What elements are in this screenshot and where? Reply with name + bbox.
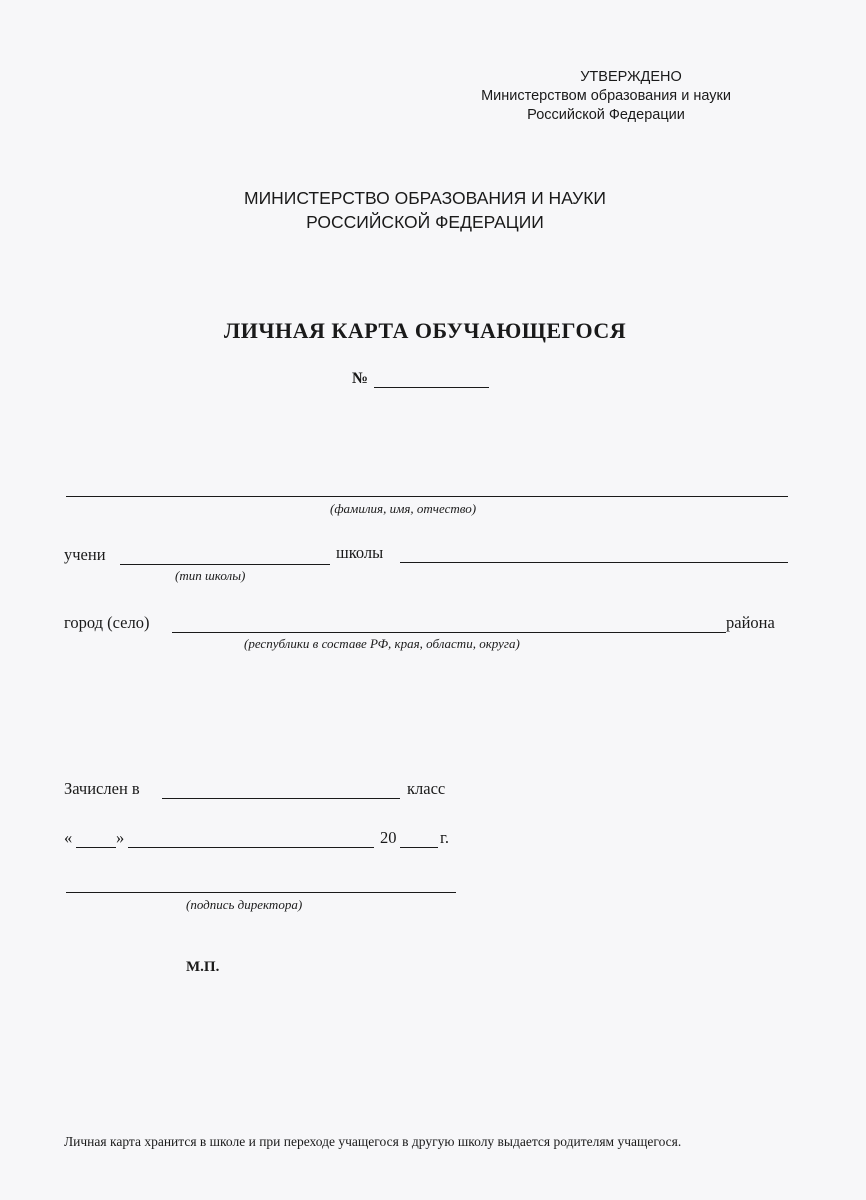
district-label: района	[726, 613, 775, 632]
ministry-name-line1: МИНИСТЕРСТВО ОБРАЗОВАНИЯ И НАУКИ	[244, 188, 606, 208]
document-title: ЛИЧНАЯ КАРТА ОБУЧАЮЩЕГОСЯ	[223, 318, 627, 343]
approval-stamp-block	[456, 68, 756, 125]
class-label: класс	[407, 779, 446, 798]
enrolled-class-field-line[interactable]	[162, 798, 400, 799]
date-month-field-line[interactable]	[128, 847, 374, 848]
fio-field-line[interactable]	[66, 496, 788, 497]
ministry-name-line2: РОССИЙСКОЙ ФЕДЕРАЦИИ	[306, 212, 544, 232]
number-sign: №	[352, 370, 369, 387]
year-prefix: 20	[380, 828, 397, 847]
date-open-quote: «	[64, 828, 73, 847]
school-type-hint: (тип школы)	[175, 568, 246, 583]
fio-hint: (фамилия, имя, отчество)	[330, 501, 477, 516]
pupil-label: учени	[64, 545, 106, 564]
city-label: город (село)	[64, 613, 150, 632]
approved-by-ministry: Министерством образования и науки	[481, 88, 731, 104]
school-label: школы	[336, 543, 384, 562]
card-number-line[interactable]	[374, 373, 489, 388]
year-suffix: г.	[440, 828, 450, 847]
date-day-field-line[interactable]	[76, 847, 116, 848]
city-field-line[interactable]	[172, 632, 726, 633]
card-number-field[interactable]	[352, 370, 489, 388]
signature-hint: (подпись директора)	[186, 897, 303, 912]
date-year-field-line[interactable]	[400, 847, 438, 848]
school-field-line[interactable]	[400, 562, 788, 563]
enrolled-label: Зачислен в	[64, 779, 140, 798]
approved-heading: УТВЕРЖДЕНО	[580, 69, 682, 85]
date-close-quote: »	[116, 828, 125, 847]
region-hint: (республики в составе РФ, края, области, округа)	[244, 636, 520, 651]
approved-by-country: Российской Федерации	[527, 107, 685, 123]
footer-note: Личная карта хранится в школе и при переходе учащегося в другую школу выдается родителям учащегося.	[64, 1134, 682, 1149]
director-signature-line[interactable]	[66, 892, 456, 893]
ministry-header	[0, 186, 850, 234]
stamp-place-label: М.П.	[186, 959, 220, 975]
pupil-class-field-line[interactable]	[120, 564, 330, 565]
